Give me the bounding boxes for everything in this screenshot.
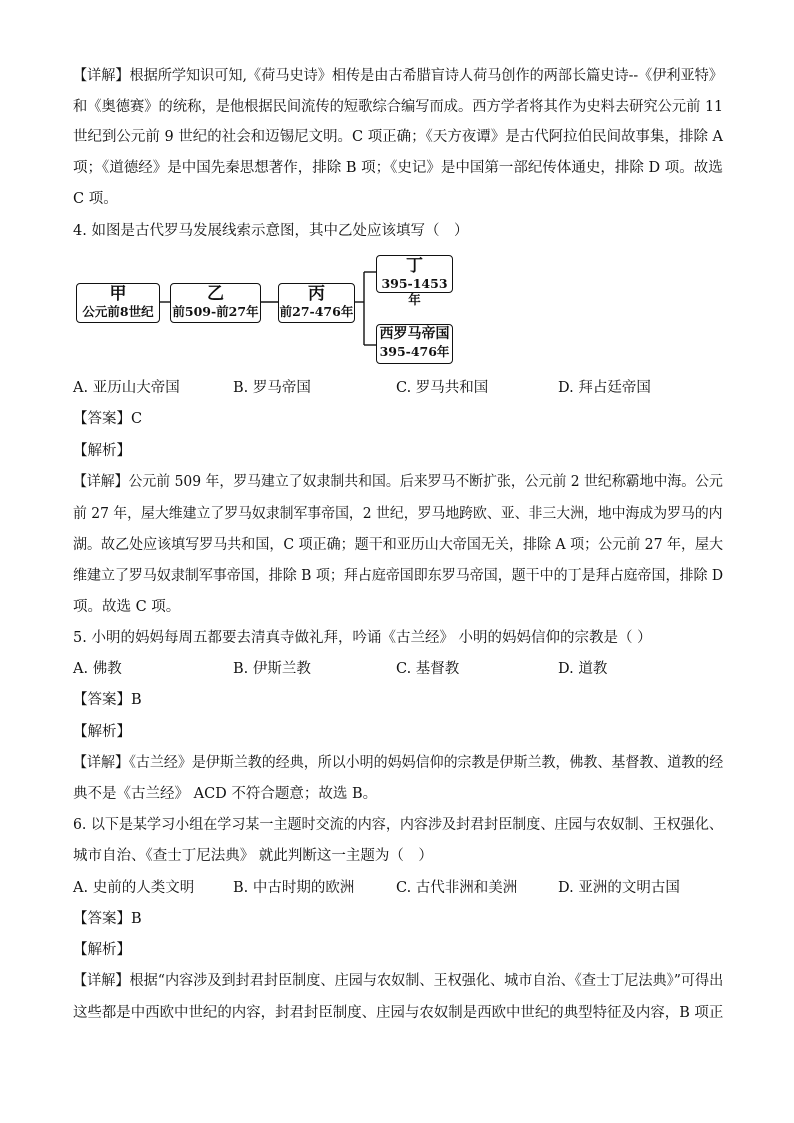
q5-detail-line-1: 【详解】《古兰经》是伊斯兰教的经典，所以小明的妈妈信仰的宗教是伊斯兰教，佛教、基督教、道教的经 xyxy=(73,755,724,771)
q5-option-a: A. 佛教 xyxy=(73,661,122,677)
q4-detail-line-2: 前 27 年，屋大维建立了罗马奴隶制军事帝国，2 世纪，罗马地跨欧、亚、非三大洲，地中海成为罗马的内 xyxy=(73,506,723,522)
q4-analysis-label: 【解析】 xyxy=(73,443,131,459)
diagram-box-ding xyxy=(376,255,453,307)
diagram-west-period: 395-476年 xyxy=(379,344,450,359)
q6-stem-line-1: 6. 以下是某学习小组在学习某一主题时交流的内容，内容涉及封君封臣制度、庄园与农奴制、王权强化、 xyxy=(73,817,723,833)
diagram-ding-name: 丁 xyxy=(406,256,423,276)
diagram-bing-name: 丙 xyxy=(308,284,325,304)
diagram-yi-name: 乙 xyxy=(207,284,224,304)
q4-detail-line-4: 维建立了罗马奴隶制军事帝国，排除 B 项；拜占庭帝国即东罗马帝国，题干中的丁是拜占庭帝国，排除 D xyxy=(73,568,724,584)
q3-detail-line-2: 和《奥德赛》的统称，是他根据民间流传的短歌综合编写而成。西方学者将其作为史料去研究公元前 11 xyxy=(73,99,724,115)
q4-answer: 【答案】C xyxy=(73,411,143,427)
q5-detail-line-2: 典不是《古兰经》 ACD 不符合题意；故选 B。 xyxy=(73,786,378,802)
q4-option-d: D. 拜占廷帝国 xyxy=(558,380,651,396)
q5-analysis-label: 【解析】 xyxy=(73,724,131,740)
q6-option-a: A. 史前的人类文明 xyxy=(73,880,195,896)
diagram-yi-period: 前509-前27年 xyxy=(172,304,259,319)
q4-detail-line-1: 【详解】公元前 509 年，罗马建立了奴隶制共和国。后来罗马不断扩张，公元前 2 世纪称霸地中海。公元 xyxy=(73,474,723,490)
q4-option-a: A. 亚历山大帝国 xyxy=(73,380,180,396)
q5-stem: 5. 小明的妈妈每周五都要去清真寺做礼拜，吟诵《古兰经》 小明的妈妈信仰的宗教是（ ） xyxy=(73,630,652,646)
diagram-ding-period: 395-1453年 xyxy=(381,276,448,307)
q6-option-d: D. 亚洲的文明古国 xyxy=(558,880,680,896)
q4-stem: 4. 如图是古代罗马发展线索示意图，其中乙处应该填写（ ） xyxy=(73,223,469,239)
q5-option-c: C. 基督教 xyxy=(396,661,460,677)
q3-detail-line-3: 世纪到公元前 9 世纪的社会和迈锡尼文明。C 项正确；《天方夜谭》是古代阿拉伯民间故事集，排除 A xyxy=(73,129,724,145)
q6-answer: 【答案】B xyxy=(73,911,142,927)
q6-detail-line-1: 【详解】根据“内容涉及到封君封臣制度、庄园与农奴制、王权强化、城市自治、《查士丁尼法典》”可得出 xyxy=(73,973,724,989)
diagram-bing-period: 前27-476年 xyxy=(279,304,354,319)
q6-option-b: B. 中古时期的欧洲 xyxy=(233,880,355,896)
q4-detail-line-5: 项。故选 C 项。 xyxy=(73,599,181,615)
q3-detail-line-5: C 项。 xyxy=(73,191,118,207)
q6-option-c: C. 古代非洲和美洲 xyxy=(396,880,518,896)
q6-stem-line-2: 城市自治、《查士丁尼法典》 就此判断这一主题为（ ） xyxy=(73,848,433,864)
q4-option-b: B. 罗马帝国 xyxy=(233,380,311,396)
q5-option-d: D. 道教 xyxy=(558,661,608,677)
q3-detail-line-1: 【详解】根据所学知识可知,《荷马史诗》相传是由古希腊盲诗人荷马创作的两部长篇史诗--《伊利亚特》 xyxy=(73,68,723,84)
diagram-box-west-rome xyxy=(376,324,453,364)
q3-detail-line-4: 项；《道德经》是中国先秦思想著作，排除 B 项；《史记》是中国第一部纪传体通史，排除 D 项。故选 xyxy=(73,160,723,176)
diagram-west-name: 西罗马帝国 xyxy=(379,326,450,342)
q6-analysis-label: 【解析】 xyxy=(73,942,131,958)
q5-answer: 【答案】B xyxy=(73,692,142,708)
diagram-box-bing xyxy=(278,283,355,323)
diagram-jia-period: 公元前8世纪 xyxy=(82,304,154,319)
diagram-box-jia xyxy=(76,283,160,323)
diagram-box-yi xyxy=(170,283,261,323)
q4-detail-line-3: 湖。故乙处应该填写罗马共和国，C 项正确；题干和亚历山大帝国无关，排除 A 项；公元前 27 年，屋大 xyxy=(73,537,724,553)
q6-detail-line-2: 这些都是中西欧中世纪的内容，封君封臣制度、庄园与农奴制是西欧中世纪的典型特征及内容，B 项正 xyxy=(73,1005,724,1021)
q5-option-b: B. 伊斯兰教 xyxy=(233,661,311,677)
q4-option-c: C. 罗马共和国 xyxy=(396,380,489,396)
diagram-jia-name: 甲 xyxy=(109,284,127,304)
